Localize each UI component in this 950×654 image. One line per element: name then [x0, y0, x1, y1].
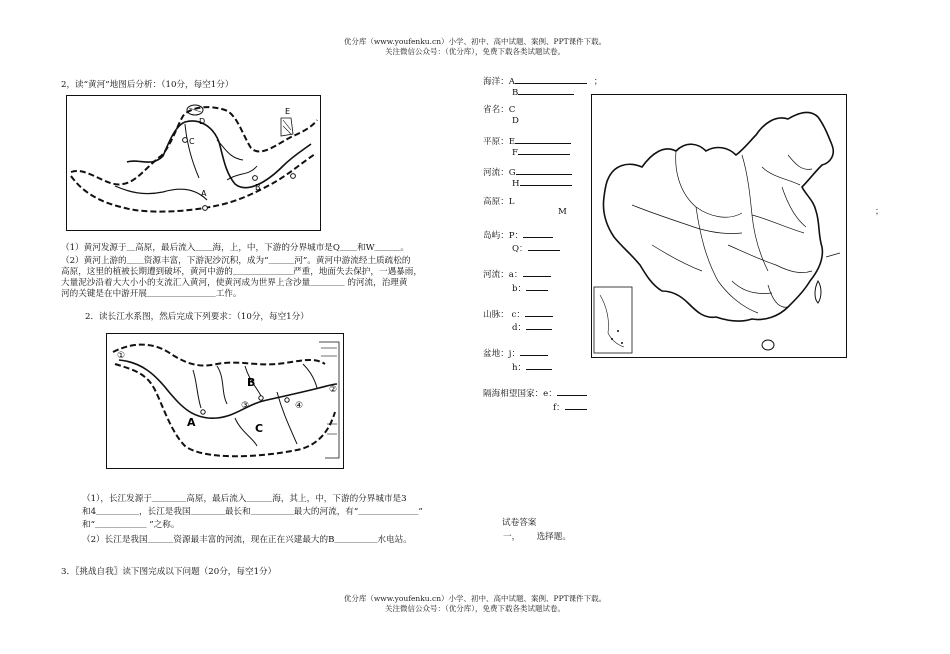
yangtze-part1-line3: 和“＿＿＿＿＿＿ ”之称。: [82, 520, 180, 530]
river2-b-blank: [526, 283, 548, 291]
q2-part2-line4: 河的关键是在中游开展＿＿＿＿＿＿＿＿工作。: [61, 289, 242, 299]
river-h: H: [512, 179, 520, 189]
q2-part2-line1: （2）黄河上游的＿＿资源丰富，下游泥沙沉积，成为“＿＿＿河”。黄河中游流经土质疏松的: [61, 256, 411, 266]
yangtze-river-map: [106, 333, 344, 469]
basin-j-blank: [520, 348, 548, 356]
mountain-d: d：: [512, 323, 527, 333]
neighbor-e-blank: [557, 388, 587, 396]
ocean-sep: ；: [593, 77, 603, 87]
prov-label: 省名：C: [483, 105, 516, 115]
mountain-c-blank: [525, 309, 553, 317]
yangtze-label-2: ②: [329, 385, 338, 395]
basin-label: 盆地：j：: [483, 349, 521, 359]
ocean-a-blank: [515, 76, 587, 84]
map-label-B: B: [255, 183, 261, 192]
footer-line-2: 关注微信公众号：（优分库），免费下载各类试题试卷。: [385, 604, 565, 613]
yangtze-title: 2．读长江水系图，然后完成下列要求：（10分，每空1分）: [85, 312, 309, 322]
plateau-sep: ；: [875, 207, 884, 217]
yangtze-river-map-figure: [107, 334, 343, 468]
yangtze-label-3: ③: [241, 401, 250, 411]
mountain-label: 山脉： c：: [483, 310, 525, 320]
yangtze-label-1: ①: [117, 351, 126, 361]
q3-title: 3．〖挑战自我〗读下图完成以下问题（20分，每空1分）: [61, 567, 277, 577]
river2-b: b：: [512, 284, 527, 294]
yangtze-label-A: A: [187, 416, 196, 429]
header-line-1: 优分库（www.youfenku.cn）小学、初中、高中试题、案例、PPT课件下载。: [343, 37, 607, 46]
neighbor-f: f：: [553, 403, 565, 413]
yellow-river-map-figure: [67, 96, 320, 230]
river-g-blank: [516, 167, 572, 175]
q2-part1: （1）黄河发源于＿高原，最后流入＿＿海，上，中，下游的分界城市是Q＿＿和W＿＿＿。: [61, 243, 409, 253]
plain-label: 平原：E: [483, 137, 516, 147]
island-q-blank: [528, 243, 560, 251]
island-p-blank: [523, 230, 553, 238]
footer-line-1: 优分库（www.youfenku.cn）小学、初中、高中试题、案例、PPT课件下载。: [343, 594, 607, 603]
neighbor-f-blank: [565, 402, 587, 410]
map-label-D: D: [199, 117, 206, 126]
mountain-d-blank: [526, 322, 552, 330]
neighbor-label: 隔海相望国家：e：: [483, 389, 557, 399]
q2-part2-line2: 高原，这里的植被长期遭到破坏，黄河中游的＿＿＿＿＿＿＿严重，地面失去保护，一遇暴雨，: [61, 267, 422, 277]
river-h-blank: [520, 178, 572, 186]
yangtze-part1-line1: （1），长江发源于＿＿＿＿高原，最后流入＿＿＿海，其上，中，下游的分界城市是3: [82, 494, 407, 504]
china-map: [591, 94, 847, 358]
river2-a-blank: [523, 269, 551, 277]
yangtze-part2: （2）长江是我国＿＿＿资源最丰富的河流，现在正在兴建最大的B＿＿＿＿＿水电站。: [82, 535, 412, 545]
map-label-C: C: [189, 137, 195, 146]
basin-h: h：: [512, 363, 527, 373]
header-line-2: 关注微信公众号：（优分库），免费下载各类试题试卷。: [385, 47, 565, 56]
plain-f-blank: [518, 147, 570, 155]
ocean-b: B: [512, 88, 519, 98]
map-label-E: E: [285, 107, 291, 116]
q2-title: 2，读“黄河”地图后分析：（10分，每空1分）: [61, 80, 234, 90]
river2-label: 河流：a：: [483, 270, 523, 280]
ocean-b-blank: [518, 87, 574, 95]
yangtze-part1-line2: 和4＿＿＿＿＿，长江是我国＿＿＿＿最长和＿＿＿＿＿最大的河流，有“＿＿＿＿＿＿＿”: [82, 507, 423, 517]
plateau-m: M: [558, 207, 567, 217]
ocean-label: 海洋：A: [483, 77, 515, 87]
island-label: 岛屿：P：: [483, 231, 524, 241]
answers-section: 一， 选择题。: [503, 532, 571, 542]
yangtze-label-B: B: [247, 376, 256, 389]
yangtze-label-C: C: [255, 422, 264, 435]
china-map-figure: [592, 95, 846, 357]
answers-title: 试卷答案: [502, 518, 537, 528]
q2-part2-line3: 大量泥沙沿着大大小小的支流汇入黄河，使黄河成为世界上含沙量＿＿＿＿ 的河流，治理黄: [61, 278, 408, 288]
plain-f: F: [512, 148, 518, 158]
prov-d: D: [512, 116, 519, 126]
plain-e-blank: [515, 136, 571, 144]
island-q: Q：: [512, 244, 528, 254]
yangtze-label-4: ④: [295, 401, 304, 411]
yellow-river-map: [66, 95, 321, 231]
map-label-A: A: [201, 189, 207, 198]
plateau-label: 高原：L: [483, 197, 515, 207]
basin-h-blank: [526, 362, 552, 370]
river-label: 河流：G: [483, 168, 516, 178]
